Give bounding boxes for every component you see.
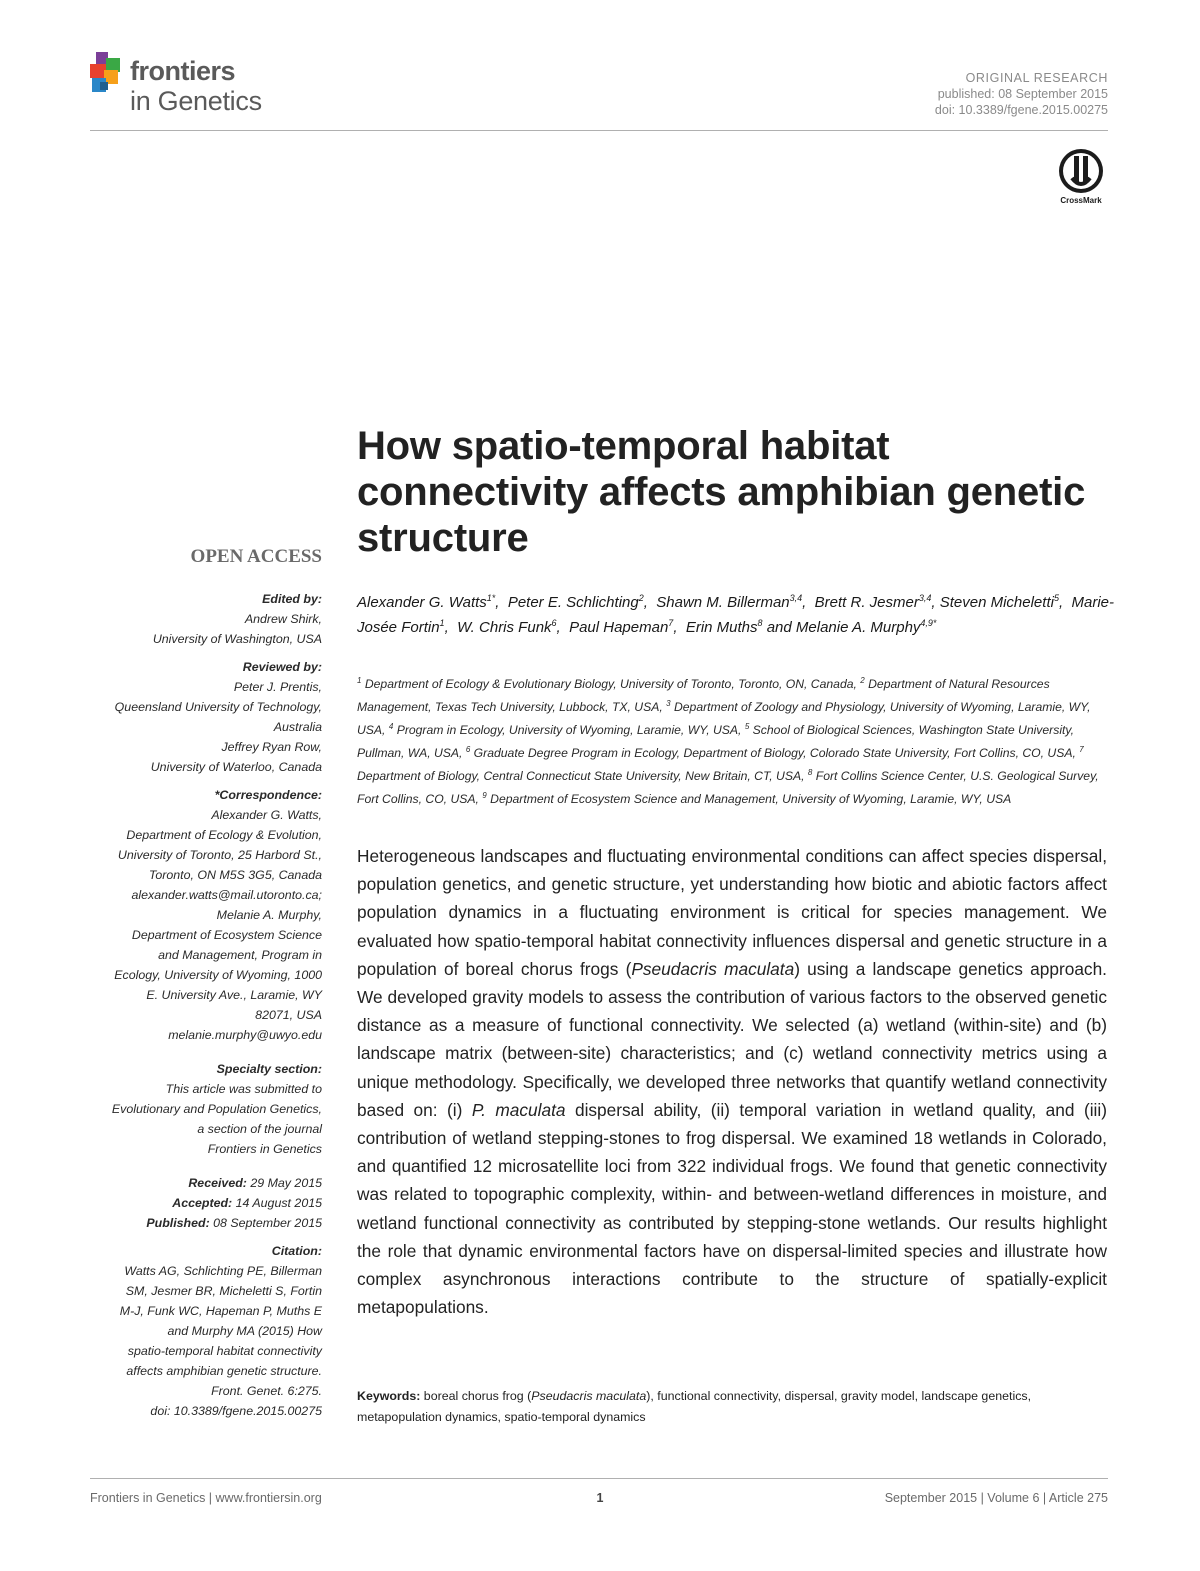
keywords-label: Keywords: — [357, 1389, 421, 1403]
corr-line: 82071, USA — [255, 1008, 322, 1022]
open-access-label: OPEN ACCESS — [190, 546, 322, 567]
affiliation: Program in Ecology, University of Wyoming, Laramie, WY, USA, — [396, 723, 742, 738]
authors-and: and — [766, 619, 792, 636]
author-name[interactable]: Brett R. Jesmer — [814, 594, 919, 611]
corr-line: Department of Ecology & Evolution, — [126, 828, 322, 842]
corr-line: Department of Ecosystem Science — [131, 928, 322, 942]
reviewer-affiliation: University of Waterloo, Canada — [150, 760, 322, 774]
citation-line: Watts AG, Schlichting PE, Billerman — [124, 1264, 322, 1278]
corr-line: Toronto, ON M5S 3G5, Canada — [148, 868, 322, 882]
affiliations: $^1$ Department of Ecology & Evolutionary Biology, University of Toronto, Toronto, ON, Canada, $^2$ Department of Natural Resources Management, Texas Tech University, Lubbock, TX, USA, $^3$ Department of Zoology and Physiology, University of Wyoming, Laramie, WY, USA, $^4$ Program in Ecology, University of Wyoming, Laramie, WY, USA, $^5$ School of Biological Sciences, Washington State University, Pullman, WA, USA, $^6$ Graduate Degree Program in Ecology, Department of Biology, Colorado State University, Fort Collins, CO, USA, $^7$ Department of Biology, Central Connecticut State University, New Britain, CT, USA, $^8$ Fort Collins Science Center, U.S. Geological Survey, Fort Collins, CO, USA, $^9$ Department of Ecosystem Science and Management, University of Wyoming, Laramie, WY, USA — [357, 676, 1099, 807]
author-name[interactable]: Alexander G. Watts — [357, 594, 487, 611]
citation-label: Citation: — [271, 1244, 322, 1258]
reviewed-by-label: Reviewed by: — [242, 660, 322, 674]
editor-name: Andrew Shirk, — [244, 612, 322, 626]
specialty-line: Frontiers in Genetics — [207, 1142, 322, 1156]
species-name: P. maculata — [471, 1099, 566, 1120]
doi[interactable]: doi: 10.3389/fgene.2015.00275 — [934, 103, 1108, 117]
corr-line: E. University Ave., Laramie, WY — [146, 988, 322, 1002]
affiliation: Department of Ecosystem Science and Management, University of Wyoming, Laramie, WY, USA — [490, 792, 1012, 807]
sidebar — [84, 589, 322, 1421]
reviewer-name: Jeffrey Ryan Row, — [221, 740, 322, 754]
author-name[interactable]: Peter E. Schlichting — [507, 594, 639, 611]
author-name[interactable]: Paul Hapeman — [569, 619, 669, 636]
reviewer-name: Peter J. Prentis, — [233, 680, 322, 694]
reviewer-affiliation: Australia — [273, 720, 322, 734]
corr-email[interactable]: alexander.watts@mail.utoronto.ca; — [131, 888, 322, 902]
affiliation: Fort Collins Science Center, U.S. Geological Survey, Fort Collins, CO, USA, — [357, 769, 1099, 807]
logo-journal-name: in Genetics — [130, 86, 262, 116]
corr-line: Alexander G. Watts, — [211, 808, 322, 822]
abstract: Heterogeneous landscapes and fluctuating environmental conditions can affect species dispersal, population genetics, and genetic structure, yet understanding how biotic and abiotic factors affect population dynamics in a fluctuating environment is critical for species management. We evaluated how spatio-temporal habitat connectivity influences dispersal and genetic structure in a population of boreal chorus frogs (Pseudacris maculata) using a landscape genetics approach. We developed gravity models to assess the contribution of various factors to the observed genetic distance as a measure of functional connectivity. We selected (a) wetland (within-site) and (b) landscape matrix (between-site) characteristics; and (c) wetland connectivity metrics using a unique methodology. Specifically, we developed three networks that quantify wetland connectivity based on: (i) P. maculata dispersal ability, (ii) temporal variation in wetland quality, and (iii) contribution of wetland stepping-stones to frog dispersal. We examined 18 wetlands in Colorado, and quantified 12 microsatellite loci from 322 individual frogs. We found that genetic connectivity was related to topographic complexity, within- and between-wetland differences in moisture, and wetland functional connectivity as contributed by stepping-stone wetlands. Our results highlight the role that dynamic environmental factors have on dispersal-limited species and illustrate how complex asynchronous interactions contribute to the structure of spatially-explicit metapopulations. — [357, 846, 1107, 1318]
citation-doi[interactable]: doi: 10.3389/fgene.2015.00275 — [150, 1404, 322, 1418]
species-name: Pseudacris maculata — [631, 958, 795, 979]
affiliation: Department of Natural Resources Management, Texas Tech University, Lubbock, TX, USA, — [357, 677, 1050, 715]
footer-issue-info: September 2015 | Volume 6 | Article 275 — [884, 1491, 1108, 1505]
species-name: Pseudacris maculata — [531, 1389, 647, 1403]
article-meta — [935, 70, 1108, 118]
author-name[interactable]: Shawn M. Billerman — [656, 594, 790, 611]
affiliation: Graduate Degree Program in Ecology, Department of Biology, Colorado State University, Fort Collins, CO, USA, — [473, 746, 1076, 761]
citation-line: SM, Jesmer BR, Micheletti S, Fortin — [125, 1284, 322, 1298]
frontiers-logo-icon — [88, 52, 128, 96]
author-name[interactable]: Melanie A. Murphy — [795, 619, 921, 636]
specialty-line: This article was submitted to — [165, 1082, 322, 1096]
published-date: published: 08 September 2015 — [937, 87, 1108, 101]
affiliation: School of Biological Sciences, Washington State University, Pullman, WA, USA, — [357, 723, 1074, 761]
corr-line: and Management, Program in — [158, 948, 322, 962]
author-name[interactable]: Steven Micheletti — [939, 594, 1054, 611]
author-name[interactable]: Marie-Josée Fortin — [357, 594, 1114, 636]
article-type: ORIGINAL RESEARCH — [965, 71, 1108, 85]
citation-line: spatio-temporal habitat connectivity — [127, 1344, 322, 1358]
article-title: How spatio-temporal habitat connectivity affects amphibian genetic structure — [357, 424, 1086, 560]
header-rule — [90, 130, 1108, 131]
footer-rule — [90, 1478, 1108, 1479]
specialty-line: Evolutionary and Population Genetics, — [111, 1102, 322, 1116]
corr-line: Melanie A. Murphy, — [216, 908, 322, 922]
received-date: Received: 29 May 2015 — [188, 1176, 322, 1190]
author-name[interactable]: Erin Muths — [685, 619, 758, 636]
published-date: Published: 08 September 2015 — [146, 1216, 322, 1230]
corr-line: Ecology, University of Wyoming, 1000 — [114, 968, 322, 982]
specialty-section-label: Specialty section: — [216, 1062, 322, 1076]
citation-line: M-J, Funk WC, Hapeman P, Muths E — [119, 1304, 322, 1318]
editor-affiliation: University of Washington, USA — [152, 632, 322, 646]
crossmark-label: CrossMark — [1060, 196, 1102, 205]
correspondence-label: *Correspondence: — [214, 788, 322, 802]
affiliation: Department of Ecology & Evolutionary Biology, University of Toronto, Toronto, ON, Canada, — [364, 677, 857, 692]
corr-email[interactable]: melanie.murphy@uwyo.edu — [168, 1028, 322, 1042]
logo-wordmark: frontiers — [130, 56, 236, 86]
citation-line: affects amphibian genetic structure. — [126, 1364, 322, 1378]
affiliation: Department of Biology, Central Connecticut State University, New Britain, CT, USA, — [357, 769, 805, 784]
accepted-date: Accepted: 14 August 2015 — [172, 1196, 322, 1210]
page-number: 1 — [596, 1491, 604, 1505]
edited-by-label: Edited by: — [262, 592, 322, 606]
crossmark-badge[interactable] — [1050, 146, 1112, 208]
journal-logo — [88, 52, 288, 122]
citation-line: Front. Genet. 6:275. — [211, 1384, 322, 1398]
affiliation: Department of Zoology and Physiology, University of Wyoming, Laramie, WY, USA, — [357, 700, 1091, 738]
keywords: Keywords: boreal chorus frog (Pseudacris maculata), functional connectivity, dispersal, gravity model, landscape genetics, metapopulation dynamics, spatio-temporal dynamics — [357, 1389, 1032, 1424]
corr-line: University of Toronto, 25 Harbord St., — [117, 848, 322, 862]
footer-journal-link[interactable]: Frontiers in Genetics | www.frontiersin.org — [90, 1491, 322, 1505]
specialty-line: a section of the journal — [197, 1122, 322, 1136]
citation-line: and Murphy MA (2015) How — [167, 1324, 322, 1338]
author-name[interactable]: W. Chris Funk — [457, 619, 552, 636]
author-list: Alexander G. Watts$^{1*}$, Peter E. Schlichting$^2$, Shawn M. Billerman$^{3,4}$, Brett R. Jesmer$^{3,4}$, Steven Micheletti$^5$, Marie-Josée Fortin$^1$, W. Chris Funk$^6$, Paul Hapeman$^7$, Erin Muths$^8$ and Melanie A. Murphy$^{4,9*}$ — [357, 593, 1114, 636]
reviewer-affiliation: Queensland University of Technology, — [114, 700, 322, 714]
